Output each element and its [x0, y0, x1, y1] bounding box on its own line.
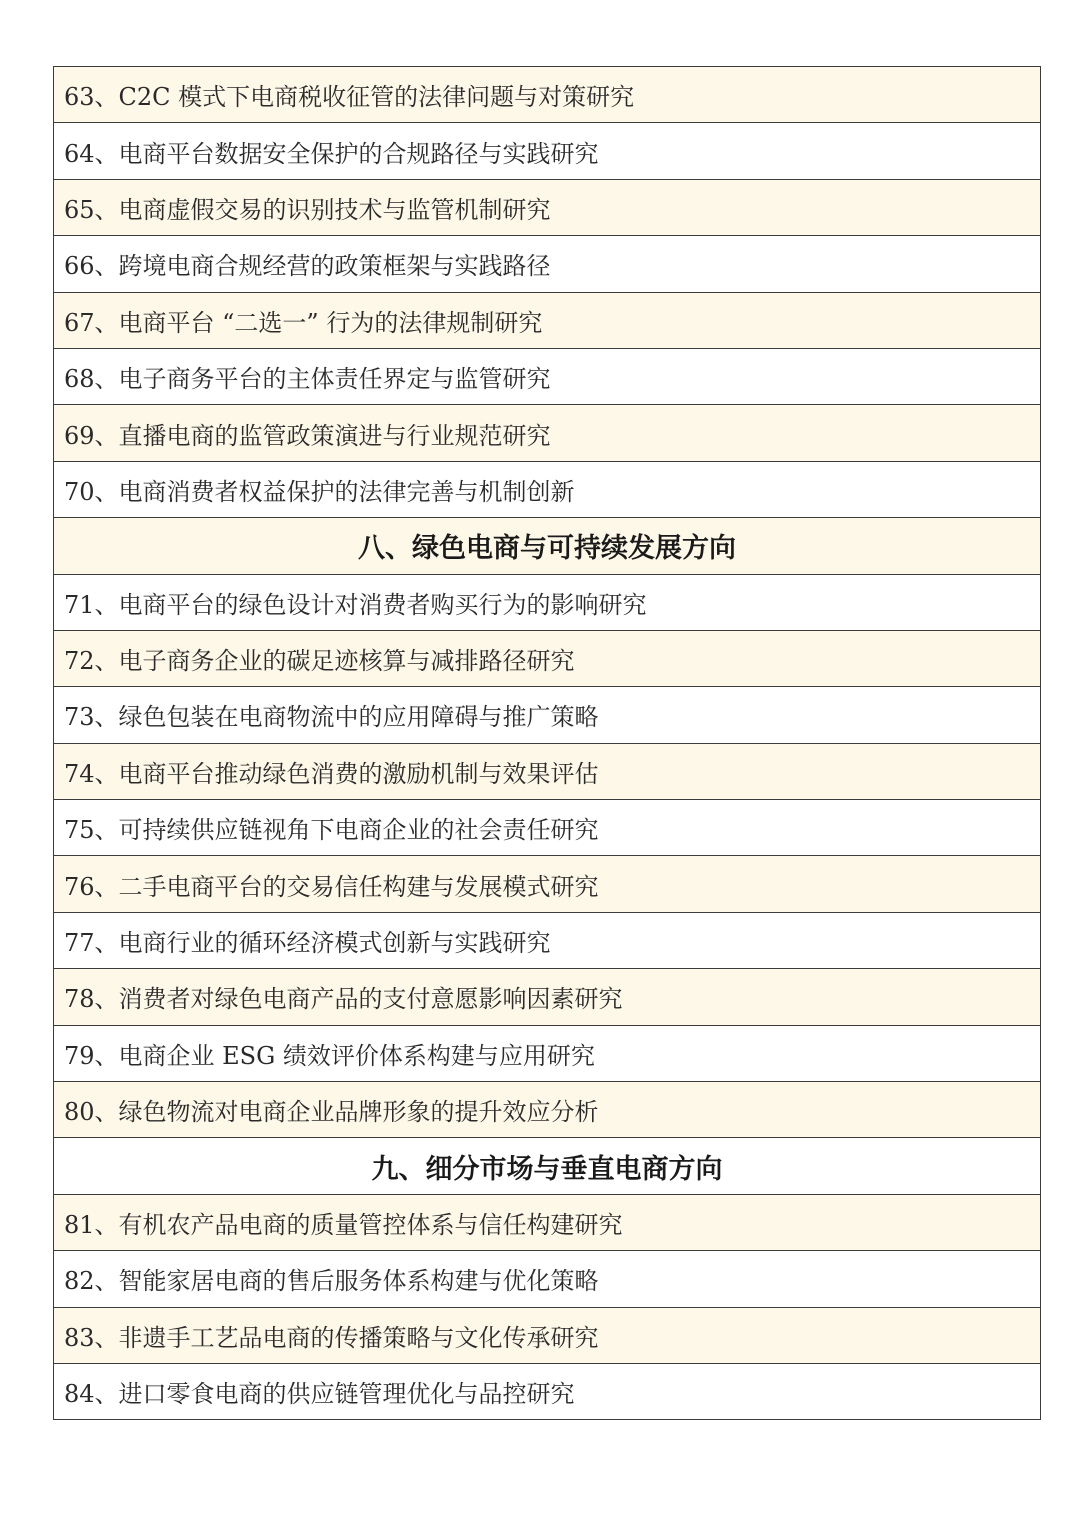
topic-cell: 73、绿色包装在电商物流中的应用障碍与推广策略 — [54, 687, 1041, 743]
topic-cell: 79、电商企业 ESG 绩效评价体系构建与应用研究 — [54, 1025, 1041, 1081]
topic-row — [54, 461, 1041, 517]
section-heading: 八、绿色电商与可持续发展方向 — [54, 518, 1041, 574]
topic-row — [54, 743, 1041, 799]
topic-table — [53, 66, 1041, 1420]
topic-row — [54, 1082, 1041, 1138]
section-heading-row — [54, 518, 1041, 574]
topic-row — [54, 348, 1041, 404]
topic-cell: 65、电商虚假交易的识别技术与监管机制研究 — [54, 179, 1041, 235]
topic-row — [54, 574, 1041, 630]
topic-row — [54, 67, 1041, 123]
topic-cell: 76、二手电商平台的交易信任构建与发展模式研究 — [54, 856, 1041, 912]
topic-row — [54, 687, 1041, 743]
topic-row — [54, 1194, 1041, 1250]
topic-cell: 66、跨境电商合规经营的政策框架与实践路径 — [54, 236, 1041, 292]
topic-row — [54, 123, 1041, 179]
topic-cell: 64、电商平台数据安全保护的合规路径与实践研究 — [54, 123, 1041, 179]
topic-row — [54, 630, 1041, 686]
topic-row — [54, 1307, 1041, 1363]
topic-cell: 72、电子商务企业的碳足迹核算与减排路径研究 — [54, 630, 1041, 686]
topic-row — [54, 292, 1041, 348]
topic-row — [54, 236, 1041, 292]
topic-row — [54, 1025, 1041, 1081]
topic-cell: 84、进口零食电商的供应链管理优化与品控研究 — [54, 1363, 1041, 1419]
topic-cell: 81、有机农产品电商的质量管控体系与信任构建研究 — [54, 1194, 1041, 1250]
topic-cell: 80、绿色物流对电商企业品牌形象的提升效应分析 — [54, 1082, 1041, 1138]
topic-row — [54, 1363, 1041, 1419]
topic-cell: 77、电商行业的循环经济模式创新与实践研究 — [54, 912, 1041, 968]
topic-row — [54, 800, 1041, 856]
topic-row — [54, 856, 1041, 912]
topic-cell: 83、非遗手工艺品电商的传播策略与文化传承研究 — [54, 1307, 1041, 1363]
topic-table-body — [54, 67, 1041, 1420]
topic-cell: 67、电商平台 “二选一” 行为的法律规制研究 — [54, 292, 1041, 348]
topic-row — [54, 912, 1041, 968]
topic-cell: 71、电商平台的绿色设计对消费者购买行为的影响研究 — [54, 574, 1041, 630]
topic-cell: 63、C2C 模式下电商税收征管的法律问题与对策研究 — [54, 67, 1041, 123]
topic-row — [54, 1251, 1041, 1307]
topic-row — [54, 405, 1041, 461]
section-heading-row — [54, 1138, 1041, 1194]
topic-cell: 82、智能家居电商的售后服务体系构建与优化策略 — [54, 1251, 1041, 1307]
topic-cell: 75、可持续供应链视角下电商企业的社会责任研究 — [54, 800, 1041, 856]
topic-cell: 78、消费者对绿色电商产品的支付意愿影响因素研究 — [54, 969, 1041, 1025]
topic-row — [54, 179, 1041, 235]
section-heading: 九、细分市场与垂直电商方向 — [54, 1138, 1041, 1194]
topic-cell: 74、电商平台推动绿色消费的激励机制与效果评估 — [54, 743, 1041, 799]
topic-cell: 69、直播电商的监管政策演进与行业规范研究 — [54, 405, 1041, 461]
topic-cell: 70、电商消费者权益保护的法律完善与机制创新 — [54, 461, 1041, 517]
topic-row — [54, 969, 1041, 1025]
topic-cell: 68、电子商务平台的主体责任界定与监管研究 — [54, 348, 1041, 404]
